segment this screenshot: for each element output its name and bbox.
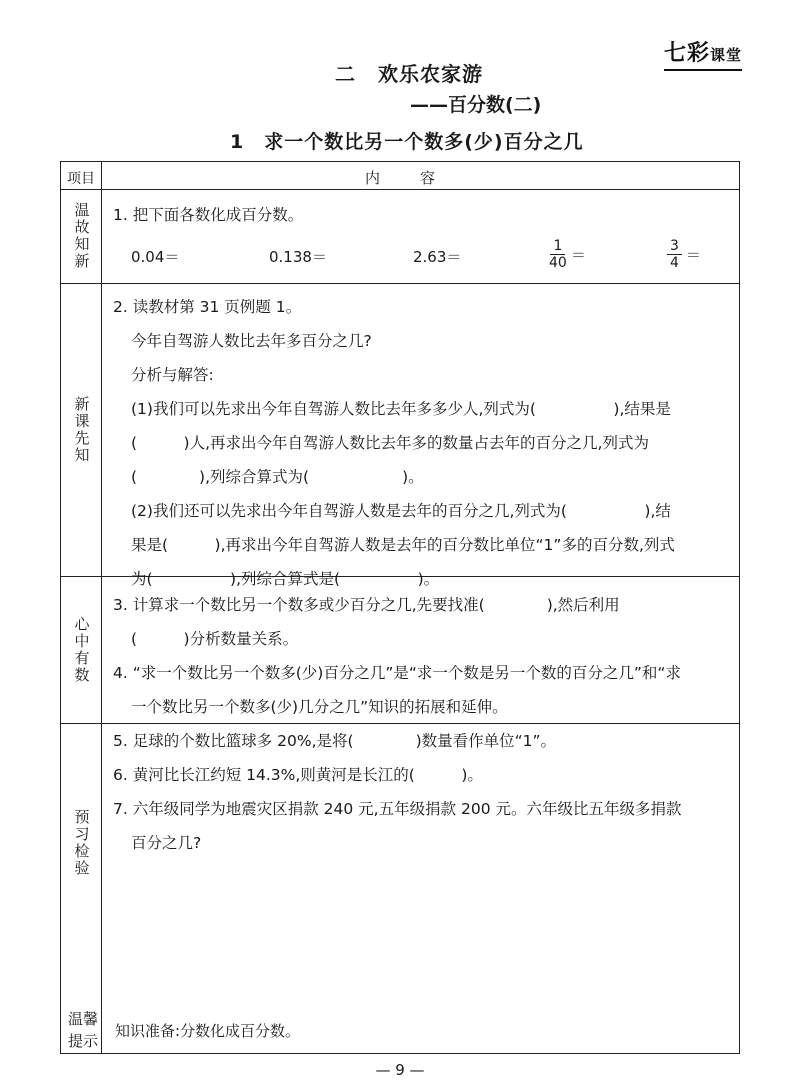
fraction xyxy=(667,238,682,271)
hint-label-bottom: 提示 xyxy=(67,1032,98,1050)
column-header-content: 内容 xyxy=(364,169,475,187)
hint-label-top: 温馨 xyxy=(67,1010,98,1028)
row-divider xyxy=(61,189,739,190)
fraction-numerator: 1 xyxy=(550,238,565,255)
conversion-fraction-item xyxy=(549,238,586,271)
fraction-equals: ＝ xyxy=(685,246,701,264)
section-preview-content xyxy=(113,290,729,596)
fraction-numerator: 3 xyxy=(667,238,682,255)
fraction-denominator: 4 xyxy=(670,255,679,271)
page-number: — 9 — xyxy=(375,1061,425,1079)
section-label-mind: 心中有数 xyxy=(72,615,91,684)
note-4-cont: 一个数比另一个数多(少)几分之几”知识的拓展和延伸。 xyxy=(131,698,508,716)
section-check-content xyxy=(113,724,729,860)
conversion-item: 0.138＝ xyxy=(269,248,327,266)
lesson-title xyxy=(230,127,584,154)
unit-title-text: 欢乐农家游 xyxy=(378,62,483,86)
method-1-line: ( ),列综合算式为( )。 xyxy=(131,468,424,486)
lesson-number: 1 xyxy=(230,131,245,153)
method-1-line: ( )人,再求出今年自驾游人数比去年多的数量占去年的百分之几,列式为 xyxy=(131,434,649,452)
note-4: 4. “求一个数比另一个数多(少)百分之几”是“求一个数是另一个数的百分之几”和“求 xyxy=(113,664,681,682)
fraction-equals: ＝ xyxy=(570,246,586,264)
section-review-content xyxy=(113,198,729,232)
unit-title xyxy=(335,58,483,87)
example-question: 今年自驾游人数比去年多百分之几? xyxy=(131,332,372,350)
column-divider xyxy=(101,162,102,1053)
section-label-check: 预习检验 xyxy=(72,809,91,877)
fraction-denominator: 40 xyxy=(549,255,567,271)
section-label-hint xyxy=(63,1008,103,1052)
unit-number: 二 xyxy=(335,62,356,86)
analysis-heading: 分析与解答: xyxy=(131,366,214,384)
row-divider xyxy=(61,283,739,284)
section-label-review: 温故知新 xyxy=(72,202,91,270)
method-1-line: (1)我们可以先求出今年自驾游人数比去年多多少人,列式为( ),结果是 xyxy=(131,400,671,418)
section-label-preview: 新课先知 xyxy=(72,395,91,464)
method-2-line: 为( ),列综合算式是( )。 xyxy=(131,570,440,588)
question-6: 6. 黄河比长江约短 14.3%,则黄河是长江的( )。 xyxy=(113,766,483,784)
conversion-item: 0.04＝ xyxy=(131,248,180,266)
question-7: 7. 六年级同学为地震灾区捐款 240 元,五年级捐款 200 元。六年级比五年级多捐款 xyxy=(113,800,682,818)
hint-text: 知识准备:分数化成百分数。 xyxy=(115,1022,301,1040)
lesson-title-text: 求一个数比另一个数多(少)百分之几 xyxy=(264,131,584,153)
question-3: 3. 计算求一个数比另一个数多或少百分之几,先要找准( ),然后利用 xyxy=(113,596,620,614)
brand-logo-main: 七彩 xyxy=(663,41,710,66)
unit-subtitle: ——百分数(二) xyxy=(410,94,542,116)
fraction xyxy=(549,238,567,271)
column-header-item: 项目 xyxy=(67,171,95,187)
question-2: 2. 读教材第 31 页例题 1。 xyxy=(113,298,302,316)
section-mind-content xyxy=(113,588,729,724)
brand-logo-sub: 课堂 xyxy=(709,46,742,64)
question-7-cont: 百分之几? xyxy=(131,834,202,852)
method-2-line: (2)我们还可以先求出今年自驾游人数是去年的百分之几,列式为( ),结 xyxy=(131,502,671,520)
worksheet-table xyxy=(60,161,740,1054)
question-3-cont: ( )分析数量关系。 xyxy=(131,630,299,648)
conversion-fraction-item xyxy=(667,238,701,271)
method-2-line: 果是( ),再求出今年自驾游人数是去年的百分数比单位“1”多的百分数,列式 xyxy=(131,536,675,554)
question-1: 1. 把下面各数化成百分数。 xyxy=(113,206,304,224)
brand-logo xyxy=(664,36,742,71)
conversion-items xyxy=(131,236,711,280)
question-5: 5. 足球的个数比篮球多 20%,是将( )数量看作单位“1”。 xyxy=(113,732,557,750)
conversion-item: 2.63＝ xyxy=(413,248,462,266)
